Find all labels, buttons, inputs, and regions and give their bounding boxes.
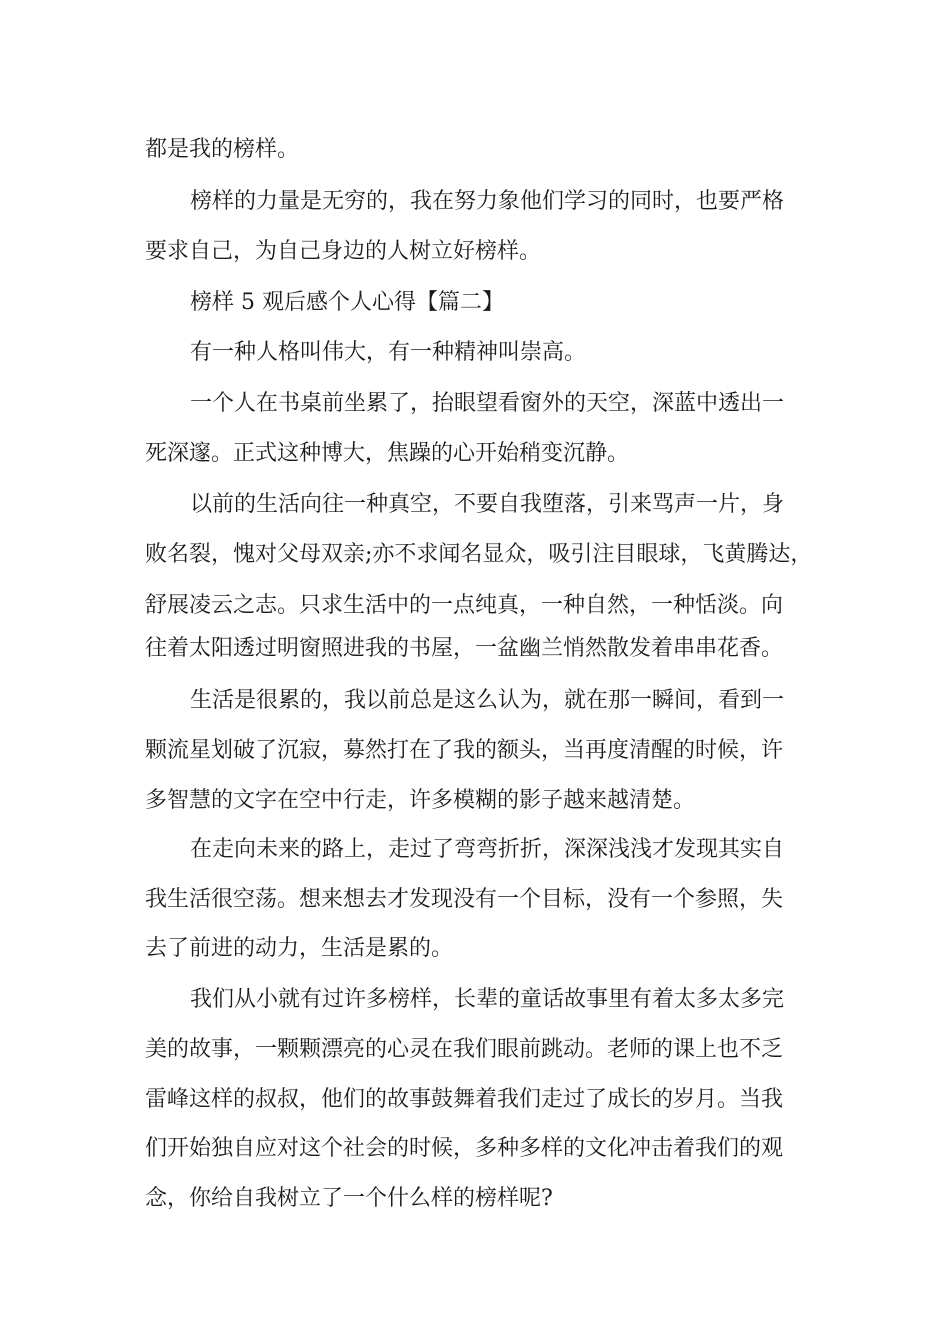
- section-heading: 榜样 5 观后感个人心得【篇二】: [190, 290, 504, 315]
- text-line: 败名裂，愧对父母双亲;亦不求闻名显众，吸引注目眼球，飞黄腾达，: [145, 542, 813, 567]
- text-line: 雷峰这样的叔叔，他们的故事鼓舞着我们走过了成长的岁月。当我: [145, 1087, 784, 1112]
- text-line: 们开始独自应对这个社会的时候，多种多样的文化冲击着我们的观: [145, 1136, 784, 1161]
- text-line: 颗流星划破了沉寂，募然打在了我的额头，当再度清醒的时候，许: [145, 738, 784, 763]
- text-line: 死深邃。正式这种博大，焦躁的心开始稍变沉静。: [145, 441, 630, 466]
- text-line: 一个人在书桌前坐累了，抬眼望看窗外的天空，深蓝中透出一: [190, 391, 785, 416]
- text-line: 多智慧的文字在空中行走，许多模糊的影子越来越清楚。: [145, 788, 696, 813]
- text-line: 舒展凌云之志。只求生活中的一点纯真，一种自然，一种恬淡。向: [145, 593, 784, 618]
- text-line: 要求自己，为自己身边的人树立好榜样。: [145, 239, 542, 264]
- text-line: 美的故事，一颗颗漂亮的心灵在我们眼前跳动。老师的课上也不乏: [145, 1037, 784, 1062]
- text-line: 去了前进的动力，生活是累的。: [145, 936, 454, 961]
- text-line: 我生活很空荡。想来想去才发现没有一个目标，没有一个参照，失: [145, 887, 784, 912]
- text-line: 榜样的力量是无穷的，我在努力象他们学习的同时，也要严格: [190, 189, 785, 214]
- text-line: 念，你给自我树立了一个什么样的榜样呢?: [145, 1186, 553, 1211]
- text-line: 往着太阳透过明窗照进我的书屋，一盆幽兰悄然散发着串串花香。: [145, 636, 784, 661]
- text-line: 都是我的榜样。: [145, 137, 300, 162]
- text-line: 在走向未来的路上，走过了弯弯折折，深深浅浅才发现其实自: [190, 837, 785, 862]
- text-line: 生活是很累的，我以前总是这么认为，就在那一瞬间，看到一: [190, 688, 785, 713]
- text-line: 以前的生活向往一种真空，不要自我堕落，引来骂声一片，身: [190, 492, 785, 517]
- text-line: 我们从小就有过许多榜样，长辈的童话故事里有着太多太多完: [190, 987, 785, 1012]
- text-line: 有一种人格叫伟大，有一种精神叫崇高。: [190, 340, 587, 365]
